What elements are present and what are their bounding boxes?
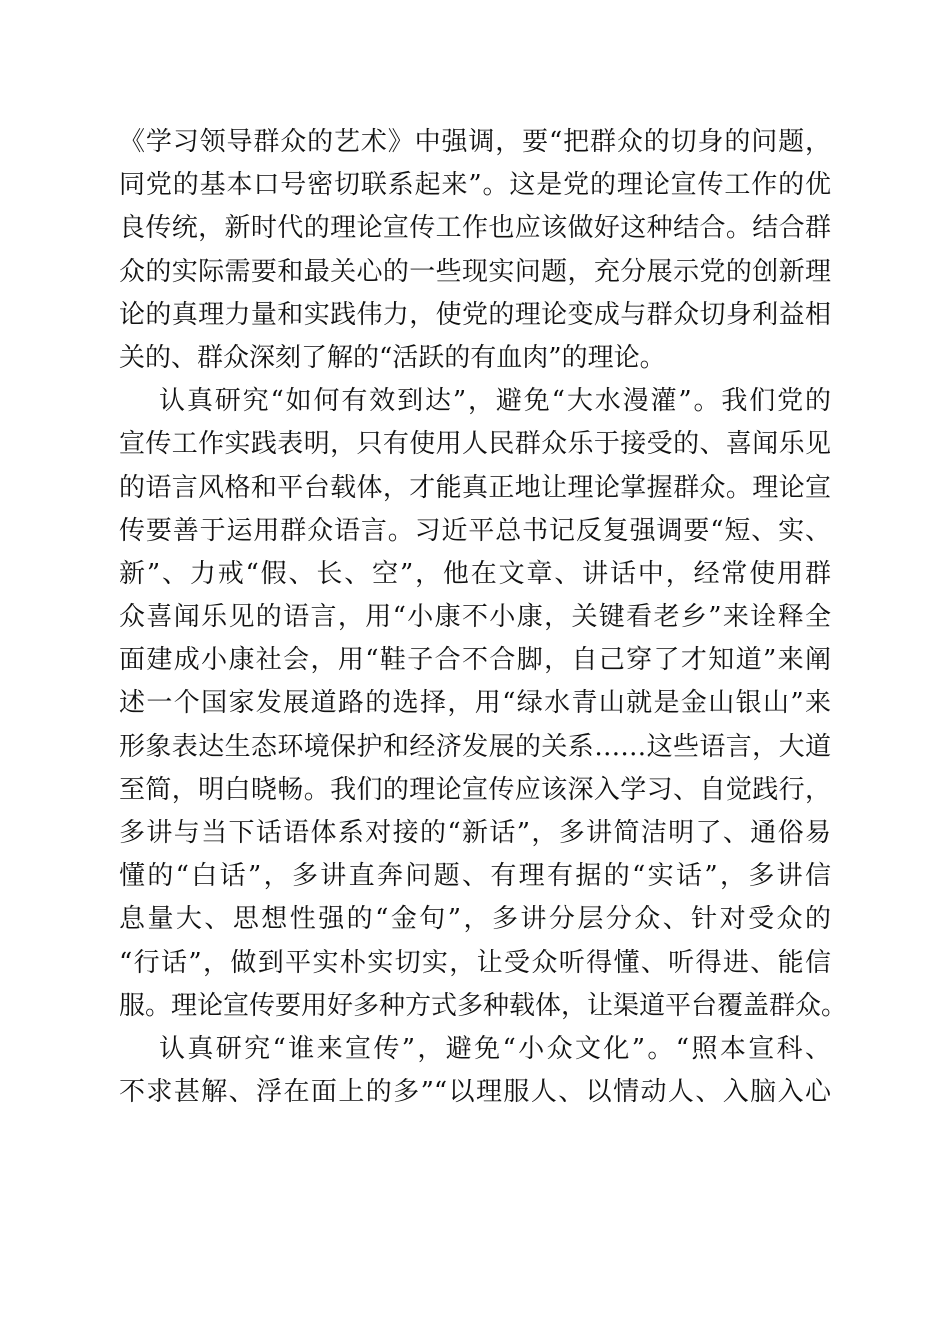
text-line: 息量大、思想性强的“金句”，多讲分层分众、针对受众的 [119, 904, 831, 935]
text-line: 新”、力戒“假、长、空”，他在文章、讲话中，经常使用群 [119, 558, 831, 589]
text-line: 不求甚解、浮在面上的多”“以理服人、以情动人、入脑入心 [119, 1077, 831, 1108]
text-line: 众的实际需要和最关心的一些现实问题，充分展示党的创新理 [119, 256, 831, 287]
document-body [119, 121, 848, 1114]
text-line: 众喜闻乐见的语言，用“小康不小康，关键看老乡”来诠释全 [119, 602, 831, 633]
text-line: 关的、群众深刻了解的“活跃的有血肉”的理论。 [119, 342, 666, 373]
text-line: 传要善于运用群众语言。习近平总书记反复强调要“短、实、 [119, 515, 831, 546]
text-line: 懂的“白话”，多讲直奔问题、有理有据的“实话”，多讲信 [119, 861, 831, 892]
text-line: 同党的基本口号密切联系起来”。这是党的理论宣传工作的优 [119, 170, 831, 201]
text-line: 认真研究“如何有效到达”，避免“大水漫灌”。我们党的 [159, 386, 831, 417]
text-line: 认真研究“谁来宣传”，避免“小众文化”。“照本宣科、 [159, 1033, 831, 1064]
text-line: 形象表达生态环境保护和经济发展的关系……这些语言，大道 [119, 731, 831, 762]
text-line: 面建成小康社会，用“鞋子合不合脚，自己穿了才知道”来阐 [119, 645, 831, 676]
text-line: 《学习领导群众的艺术》中强调，要“把群众的切身的问题， [119, 127, 831, 157]
text-line: 论的真理力量和实践伟力，使党的理论变成与群众切身利益相 [119, 299, 831, 330]
text-line: 服。理论宣传要用好多种方式多种载体，让渠道平台覆盖群众。 [119, 990, 848, 1021]
text-line: 多讲与当下话语体系对接的“新话”，多讲简洁明了、通俗易 [119, 818, 831, 848]
text-line: 至简，明白晓畅。我们的理论宣传应该深入学习、自觉践行， [119, 774, 831, 805]
text-line: 宣传工作实践表明，只有使用人民群众乐于接受的、喜闻乐见 [119, 429, 831, 460]
text-line: 述一个国家发展道路的选择，用“绿水青山就是金山银山”来 [119, 688, 831, 719]
text-line: 的语言风格和平台载体，才能真正地让理论掌握群众。理论宣 [119, 472, 831, 503]
text-line: 良传统，新时代的理论宣传工作也应该做好这种结合。结合群 [119, 213, 831, 244]
text-line: “行话”，做到平实朴实切实，让受众听得懂、听得进、能信 [119, 947, 831, 978]
